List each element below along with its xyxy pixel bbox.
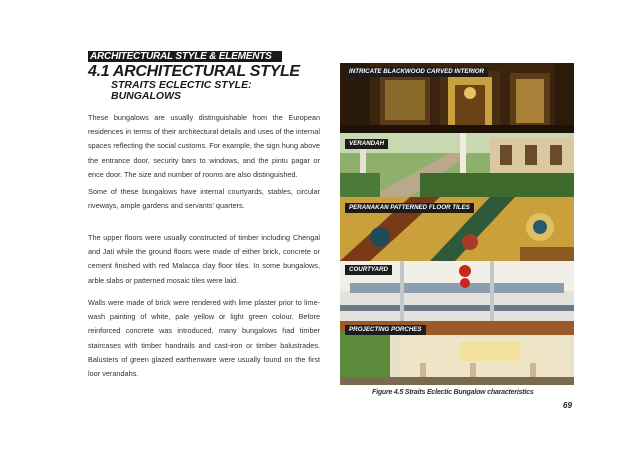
panel-label-floor-tiles: PERANAKAN PATTERNED FLOOR TILES <box>345 203 474 213</box>
figure-collage <box>340 63 574 385</box>
paragraph-distinguishing-features: These bungalows are usually distinguishable from the European residences in terms of their architectural details and uses of the internal spaces reflecting the social customs. For example, the sign hung above the entrance door, security bars to windows, and the pintu pagar or ence door. The size and number of rooms are also distinguished. <box>88 113 320 179</box>
paragraph-courtyards: Some of these bungalows have internal courtyards, stables, circular riveways, ample gardens and servants' quarters. <box>88 187 320 211</box>
page-heading: 4.1 ARCHITECTURAL STYLE <box>88 63 300 80</box>
paragraph-walls: Walls were made of brick were rendered with lime plaster prior to lime-wash painting of white, pale yellow or light green colour. Before reinforced concrete was introduced, many bungalows had timber staircases with timber handrails and cast-iron or timber balustrades. Balusters of green glazed earthenware were usually found on the first loor verandahs. <box>88 298 320 379</box>
section-label: ARCHITECTURAL STYLE & ELEMENTS <box>88 51 282 62</box>
photo-porches <box>340 321 574 385</box>
paragraph-floors: The upper floors were usually constructed of timber including Chengal and Jati while the ground floors were made of either brick, concrete or cement finished with red Malacca clay floor tiles. In some bungalows, arble slabs or patterned mosaic tiles were laid. <box>88 233 320 285</box>
page-number: 69 <box>563 401 572 410</box>
page-subheading: STRAITS ECLECTIC STYLE: BUNGALOWS <box>111 79 252 102</box>
panel-label-blackwood: INTRICATE BLACKWOOD CARVED INTERIOR <box>345 67 488 77</box>
photo-verandah <box>340 133 574 197</box>
panel-label-courtyard: COURTYARD <box>345 265 392 275</box>
panel-label-verandah: VERANDAH <box>345 139 388 149</box>
panel-label-porches: PROJECTING PORCHES <box>345 325 426 335</box>
photo-courtyard <box>340 261 574 321</box>
photo-floor-tiles <box>340 197 574 261</box>
photo-blackwood-interior <box>340 63 574 133</box>
figure-caption: Figure 4.5 Straits Eclectic Bungalow characteristics <box>372 389 534 396</box>
